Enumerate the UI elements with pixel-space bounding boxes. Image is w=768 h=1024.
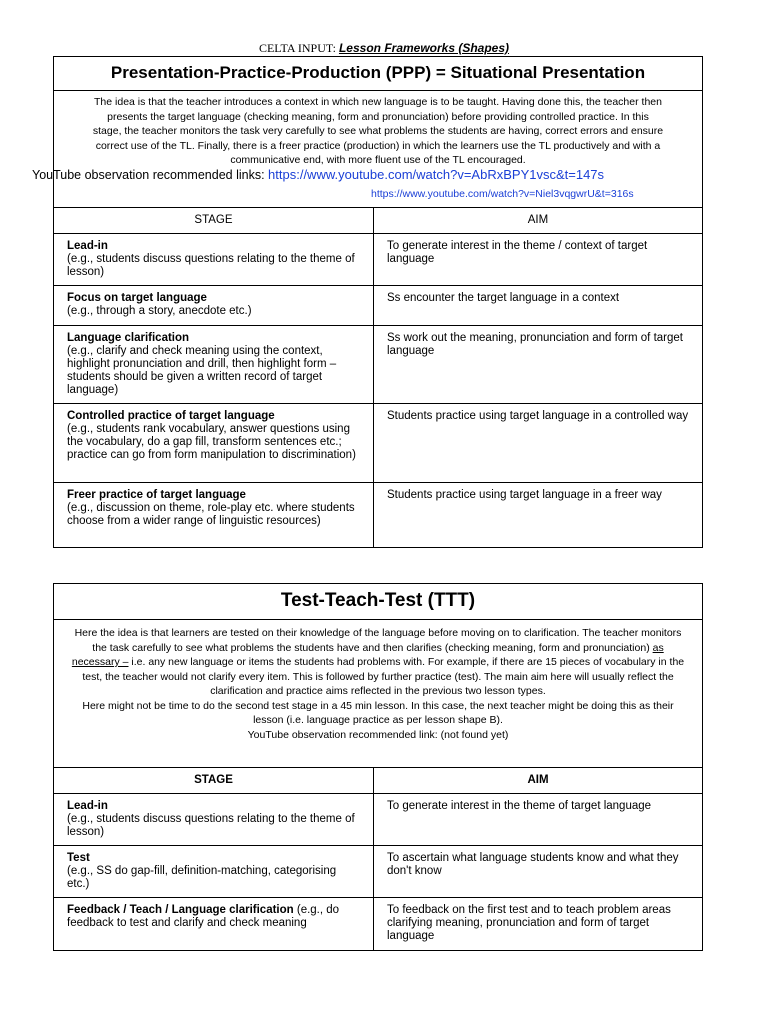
- ppp-framework-box: [32, 56, 703, 548]
- header-subject: Lesson Frameworks (Shapes): [338, 41, 510, 55]
- stage-name: Feedback / Teach / Language clarification: [67, 904, 294, 916]
- stage-aim: Ss encounter the target language in a context: [387, 292, 620, 304]
- table-row: [54, 234, 702, 286]
- ppp-intro: [32, 91, 702, 208]
- ttt-intro-para: [68, 626, 688, 699]
- table-row: [54, 846, 702, 898]
- ppp-intro-line: correct use of the TL. Finally, there is a freer practice (production) in which the learners use the TL productively and with a: [95, 139, 661, 152]
- stage-detail: (e.g., students discuss questions relating to the theme of lesson): [67, 813, 355, 838]
- ttt-intro: [54, 620, 702, 768]
- header-prefix: CELTA INPUT:: [258, 41, 336, 55]
- document-header: [0, 41, 768, 56]
- ppp-stage-table: [54, 208, 702, 547]
- ppp-youtube-line: [32, 168, 604, 183]
- ttt-youtube-line: YouTube observation recommended link: (not found yet): [247, 728, 509, 741]
- ttt-intro-text: Here the idea is that learners are tested on their knowledge of the language before moving on to clarification. The teacher monitors the task carefully to see what problems the students have and then clarifies (checking meaning, form and pronunciation): [74, 627, 682, 654]
- table-row: [54, 794, 702, 846]
- stage-column-header: STAGE: [54, 208, 374, 234]
- ttt-intro-emphasis: as necessary –: [71, 641, 664, 668]
- aim-column-header: AIM: [527, 774, 549, 786]
- stage-aim: To ascertain what language students know and what they don't know: [387, 852, 679, 877]
- ppp-intro-line: communicative end, with more fluent use of the TL encouraged.: [230, 154, 526, 166]
- stage-name: Controlled practice of target language: [67, 410, 275, 422]
- stage-name: Language clarification: [67, 332, 190, 344]
- table-row: [54, 404, 702, 483]
- ppp-title: Presentation-Practice-Production (PPP) = Situational Presentation: [54, 57, 702, 91]
- stage-aim: Students practice using target language in a controlled way: [387, 410, 689, 422]
- stage-aim: To generate interest in the theme of target language: [387, 800, 652, 812]
- table-row: [54, 286, 702, 326]
- stage-detail: (e.g., students discuss questions relating to the theme of lesson): [67, 253, 355, 278]
- stage-name: Focus on target language: [67, 292, 207, 304]
- youtube-label: YouTube observation recommended links:: [32, 168, 265, 182]
- stage-detail: (e.g., discussion on theme, role-play etc. where students choose from a wider range of linguistic resources): [67, 502, 355, 527]
- ttt-intro-text: i.e. any new language or items the students had problems with. For example, if there are 15 pieces of vocabulary in the test, the teacher would not clarify every item. This is followed by further practice (test). The main aim here will usually reflect the clarification and practice aims reflected in the previous two lesson types.: [82, 656, 685, 697]
- stage-name: Test: [67, 852, 90, 864]
- stage-detail: (e.g., do feedback to test and clarify and check meaning: [67, 904, 340, 929]
- stage-aim: To generate interest in the theme / context of target language: [387, 240, 648, 265]
- table-row: [54, 326, 702, 404]
- stage-name: Lead-in: [67, 240, 108, 252]
- stage-aim: Students practice using target language in a freer way: [387, 489, 662, 501]
- ppp-intro-line: The idea is that the teacher introduces a context in which new language is to be taught. Having done this, the teacher then: [94, 96, 662, 108]
- stage-detail: (e.g., clarify and check meaning using the context, highlight pronunciation and drill, then highlight form – students should be given a written record of target language): [67, 345, 337, 396]
- table-row: [54, 898, 702, 950]
- ttt-stage-table: [54, 768, 702, 950]
- stage-detail: (e.g., students rank vocabulary, answer questions using the vocabulary, do a gap fill, transform sentences etc.; practice can go from form manipulation to discrimination): [67, 423, 356, 461]
- stage-name: Freer practice of target language: [67, 489, 246, 501]
- stage-aim: Ss work out the meaning, pronunciation and form of target language: [387, 332, 683, 357]
- stage-aim: To feedback on the first test and to teach problem areas clarifying meaning, pronunciation and form of target language: [387, 904, 671, 942]
- table-row: [54, 483, 702, 547]
- table-header-row: [54, 768, 702, 794]
- ttt-framework-box: [53, 583, 703, 951]
- youtube-link-2[interactable]: https://www.youtube.com/watch?v=Niel3vqgwrU&t=316s: [371, 188, 634, 200]
- aim-column-header: AIM: [527, 214, 549, 226]
- youtube-link-1[interactable]: https://www.youtube.com/watch?v=AbRxBPY1vsc&t=147s: [268, 167, 605, 182]
- stage-detail: (e.g., through a story, anecdote etc.): [67, 305, 252, 317]
- ttt-intro-para2: Here might not be time to do the second test stage in a 45 min lesson. In this case, the next teacher might be doing this as their lesson (i.e. language practice as per lesson shape B).: [82, 699, 674, 726]
- stage-name: Lead-in: [67, 800, 108, 812]
- stage-column-header: STAGE: [54, 768, 374, 794]
- ttt-title: Test-Teach-Test (TTT): [54, 584, 702, 620]
- ppp-intro-line: presents the target language (checking meaning, form and pronunciation) before providing controlled practice. In this: [107, 110, 649, 123]
- table-header-row: [54, 208, 702, 234]
- stage-detail: (e.g., SS do gap-fill, definition-matching, categorising etc.): [67, 865, 337, 890]
- ppp-intro-line: stage, the teacher monitors the task very carefully to see what problems the students are having, correct errors and ensure: [92, 125, 664, 137]
